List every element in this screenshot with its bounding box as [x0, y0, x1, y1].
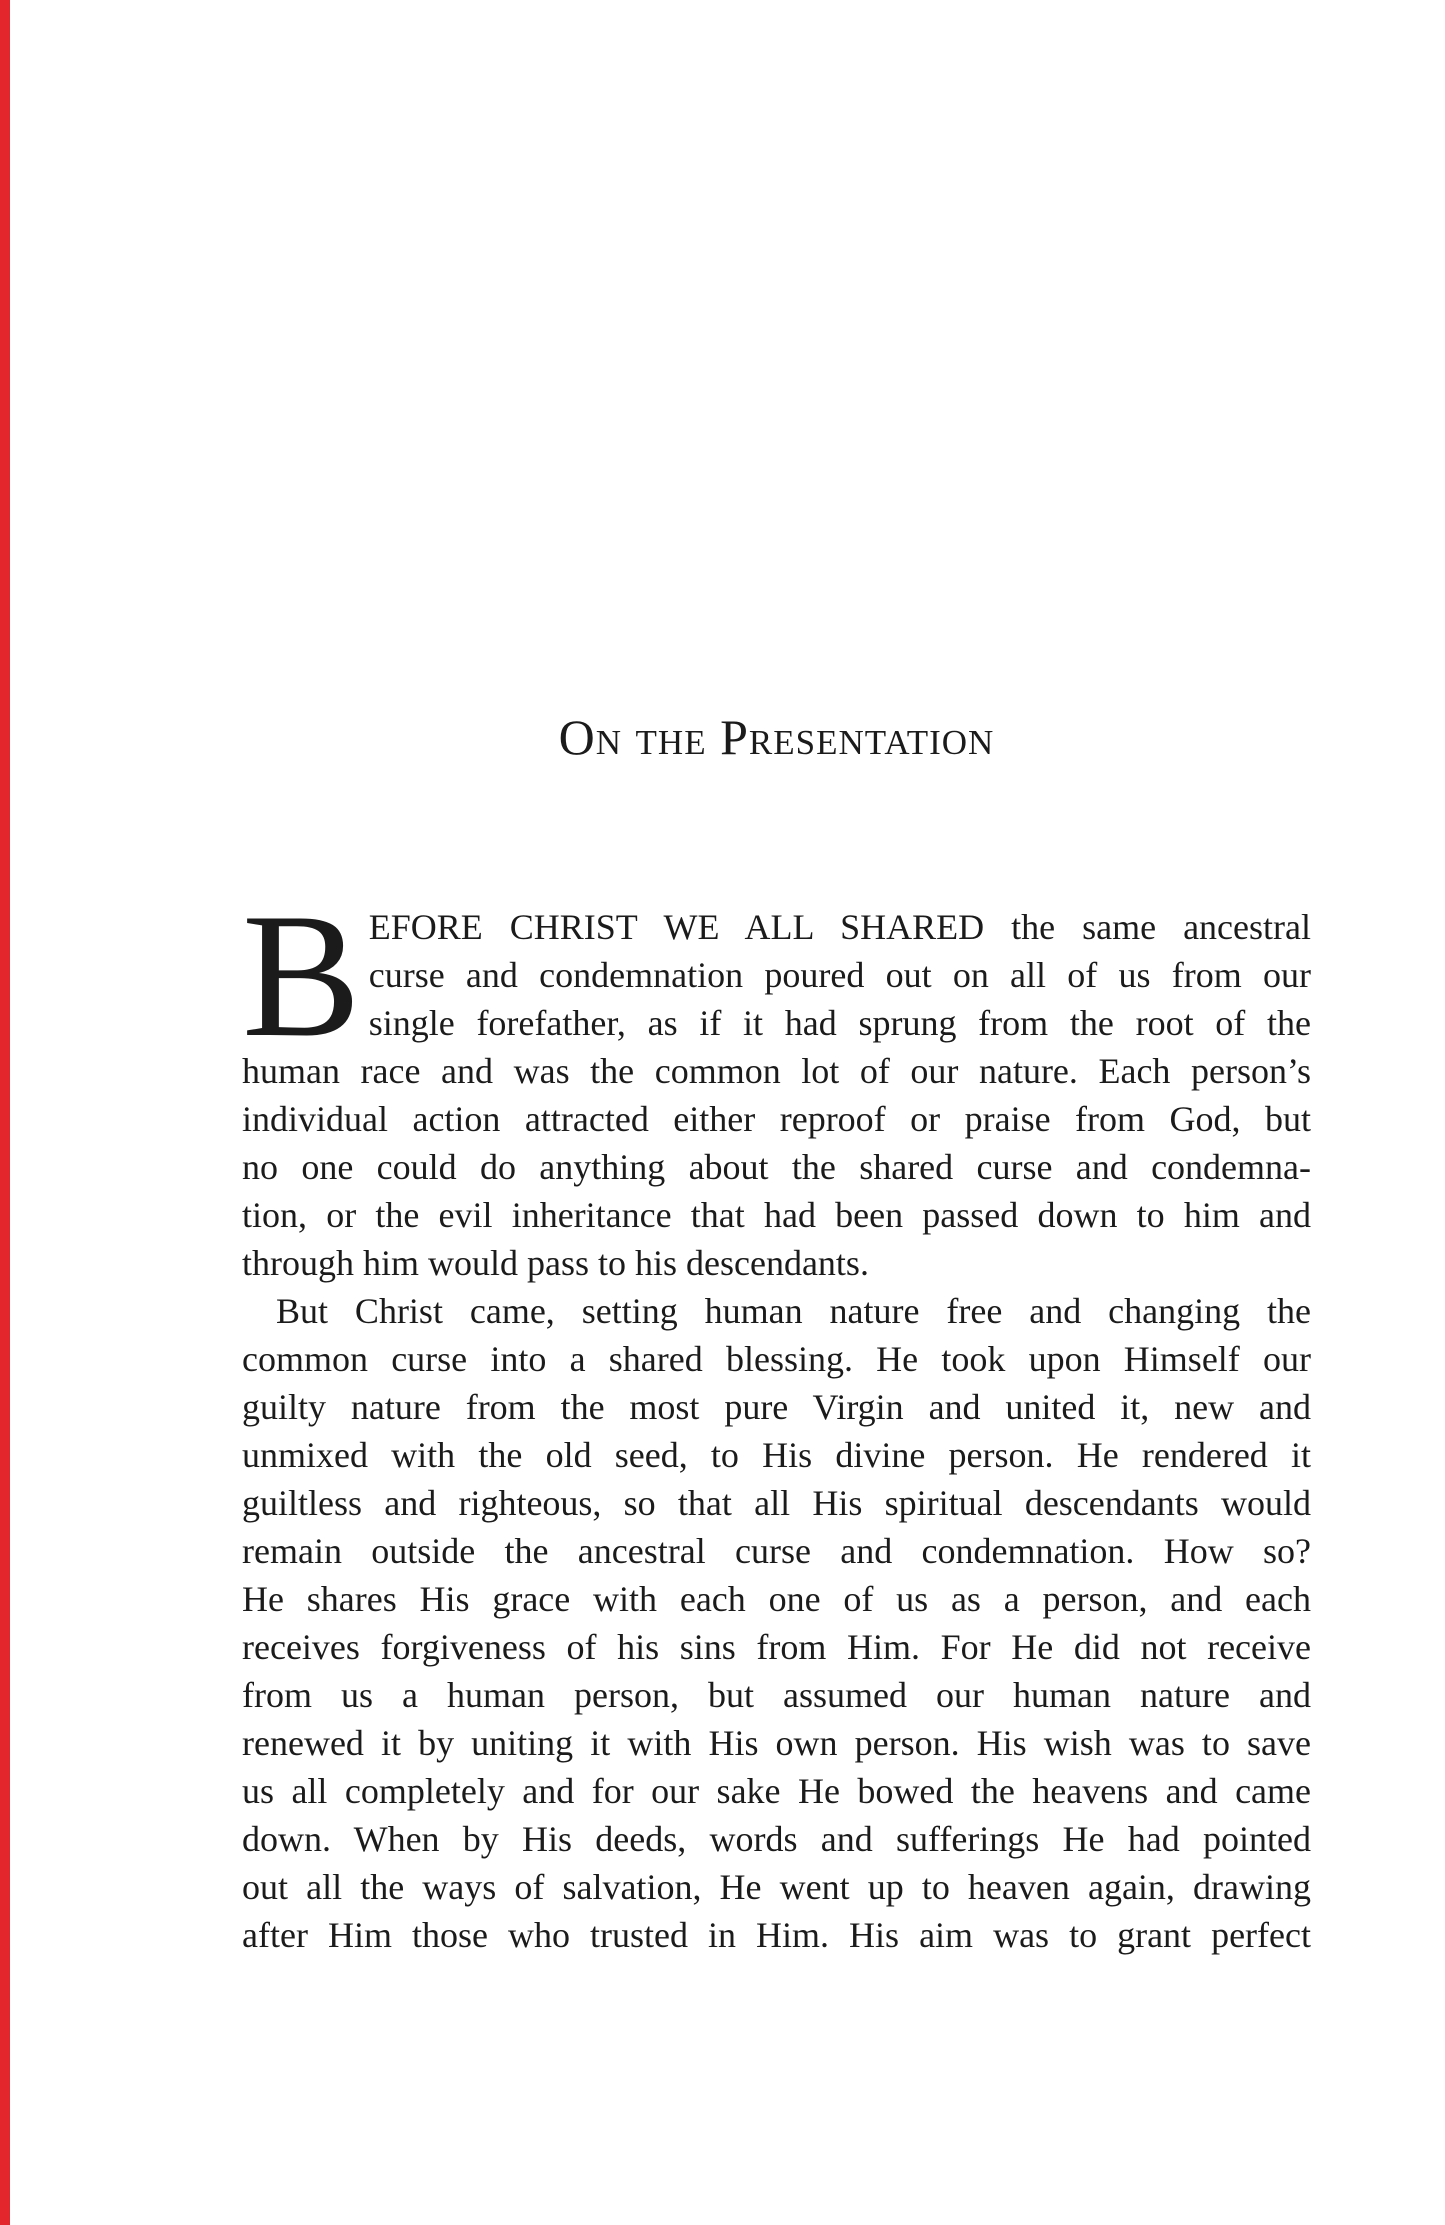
text-line: guilty nature from the most pure Virgin and united it, new and: [242, 1387, 1311, 1427]
text-line: no one could do anything about the shared curse and condemna-: [242, 1147, 1311, 1187]
text-line: curse and condemnation poured out on all of us from our: [368, 955, 1311, 995]
text-line: down. When by His deeds, words and sufferings He had pointed: [242, 1819, 1311, 1859]
text-line: EFORE CHRIST WE ALL SHARED the same ancestral: [368, 907, 1311, 947]
text-line: out all the ways of salvation, He went up to heaven again, drawing: [242, 1867, 1311, 1907]
drop-cap: B: [242, 876, 361, 1074]
text-line: remain outside the ancestral curse and condemnation. How so?: [242, 1531, 1311, 1571]
text-line: He shares His grace with each one of us as a person, and each: [242, 1579, 1311, 1619]
text-line: tion, or the evil inheritance that had been passed down to him and: [242, 1195, 1311, 1235]
text-line: human race and was the common lot of our nature. Each person’s: [242, 1051, 1311, 1091]
text-line: unmixed with the old seed, to His divine person. He rendered it: [242, 1435, 1311, 1475]
text-line: common curse into a shared blessing. He took upon Himself our: [242, 1339, 1311, 1379]
text-line: single forefather, as if it had sprung from the root of the: [368, 1003, 1311, 1043]
text-line: us all completely and for our sake He bowed the heavens and came: [242, 1771, 1311, 1811]
body-paragraph: [242, 1287, 1311, 1959]
scan-edge-strip: [0, 0, 10, 2225]
text-line: individual action attracted either reproof or praise from God, but: [242, 1099, 1311, 1139]
text-line: renewed it by uniting it with His own person. His wish was to save: [242, 1723, 1311, 1763]
text-line: receives forgiveness of his sins from Him. For He did not receive: [242, 1627, 1311, 1667]
text-line: But Christ came, setting human nature free and changing the: [276, 1291, 1311, 1331]
body-paragraph: [242, 876, 1311, 1287]
text-line: through him would pass to his descendants.: [242, 1243, 869, 1283]
text-line: from us a human person, but assumed our human nature and: [242, 1675, 1311, 1715]
text-line: guiltless and righteous, so that all His spiritual descendants would: [242, 1483, 1311, 1523]
text-line: after Him those who trusted in Him. His aim was to grant perfect: [242, 1915, 1311, 1955]
chapter-title: On the Presentation: [558, 709, 995, 765]
body-text: [242, 876, 1311, 1959]
